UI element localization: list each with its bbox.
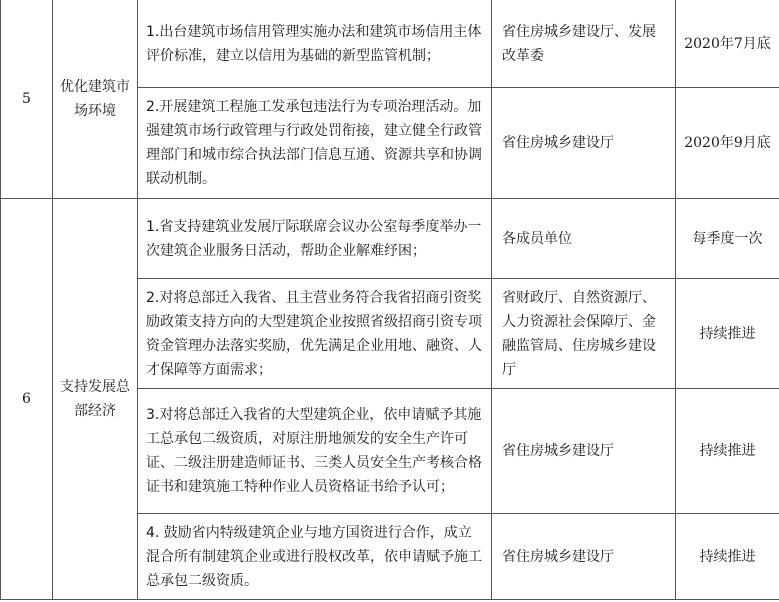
responsible-department: 省住房城乡建设厅 [492,389,676,514]
row-number: 5 [1,0,53,199]
task-text: 2.开展建筑工程施工发承包违法行为专项治理活动。加强建筑市场行政管理与行政处罚衔接，建立健全行政管理部门和城市综合执法部门信息互通、资源共享和协调联动机制。 [138,88,492,199]
row-number: 6 [1,199,53,600]
deadline: 2020年9月底 [676,88,779,199]
responsible-department: 省财政厅、自然资源厅、人力资源社会保障厅、金融监管局、住房城乡建设厅 [492,279,676,389]
task-text: 1.出台建筑市场信用管理实施办法和建筑市场信用主体评价标准，建立以信用为基础的新型监管机制； [138,0,492,88]
row-category: 优化建筑市场环境 [53,0,138,199]
responsible-department: 省住房城乡建设厅、发展改革委 [492,0,676,88]
table-row [1,199,779,279]
deadline: 持续推进 [676,279,779,389]
task-text: 1.省支持建筑业发展厅际联席会议办公室每季度举办一次建筑企业服务日活动，帮助企业解难纾困； [138,199,492,279]
row-category: 支持发展总部经济 [53,199,138,600]
deadline: 每季度一次 [676,199,779,279]
responsible-department: 省住房城乡建设厅 [492,88,676,199]
deadline: 2020年7月底 [676,0,779,88]
responsible-department: 省住房城乡建设厅 [492,514,676,600]
deadline: 持续推进 [676,514,779,600]
responsible-department: 各成员单位 [492,199,676,279]
task-text: 3.对将总部迁入我省的大型建筑企业，依申请赋予其施工总承包二级资质，对原注册地颁发的安全生产许可证、二级注册建造师证书、三类人员安全生产考核合格证书和建筑施工特种作业人员资格证书给予认可； [138,389,492,514]
task-text: 2.对将总部迁入我省、且主营业务符合我省招商引资奖励政策支持方向的大型建筑企业按照省级招商引资专项资金管理办法落实奖励，优先满足企业用地、融资、人才保障等方面需求； [138,279,492,389]
task-text: 4. 鼓励省内特级建筑企业与地方国资进行合作，成立混合所有制建筑企业或进行股权改革，依申请赋予施工总承包二级资质。 [138,514,492,600]
table-row [1,0,779,88]
deadline: 持续推进 [676,389,779,514]
